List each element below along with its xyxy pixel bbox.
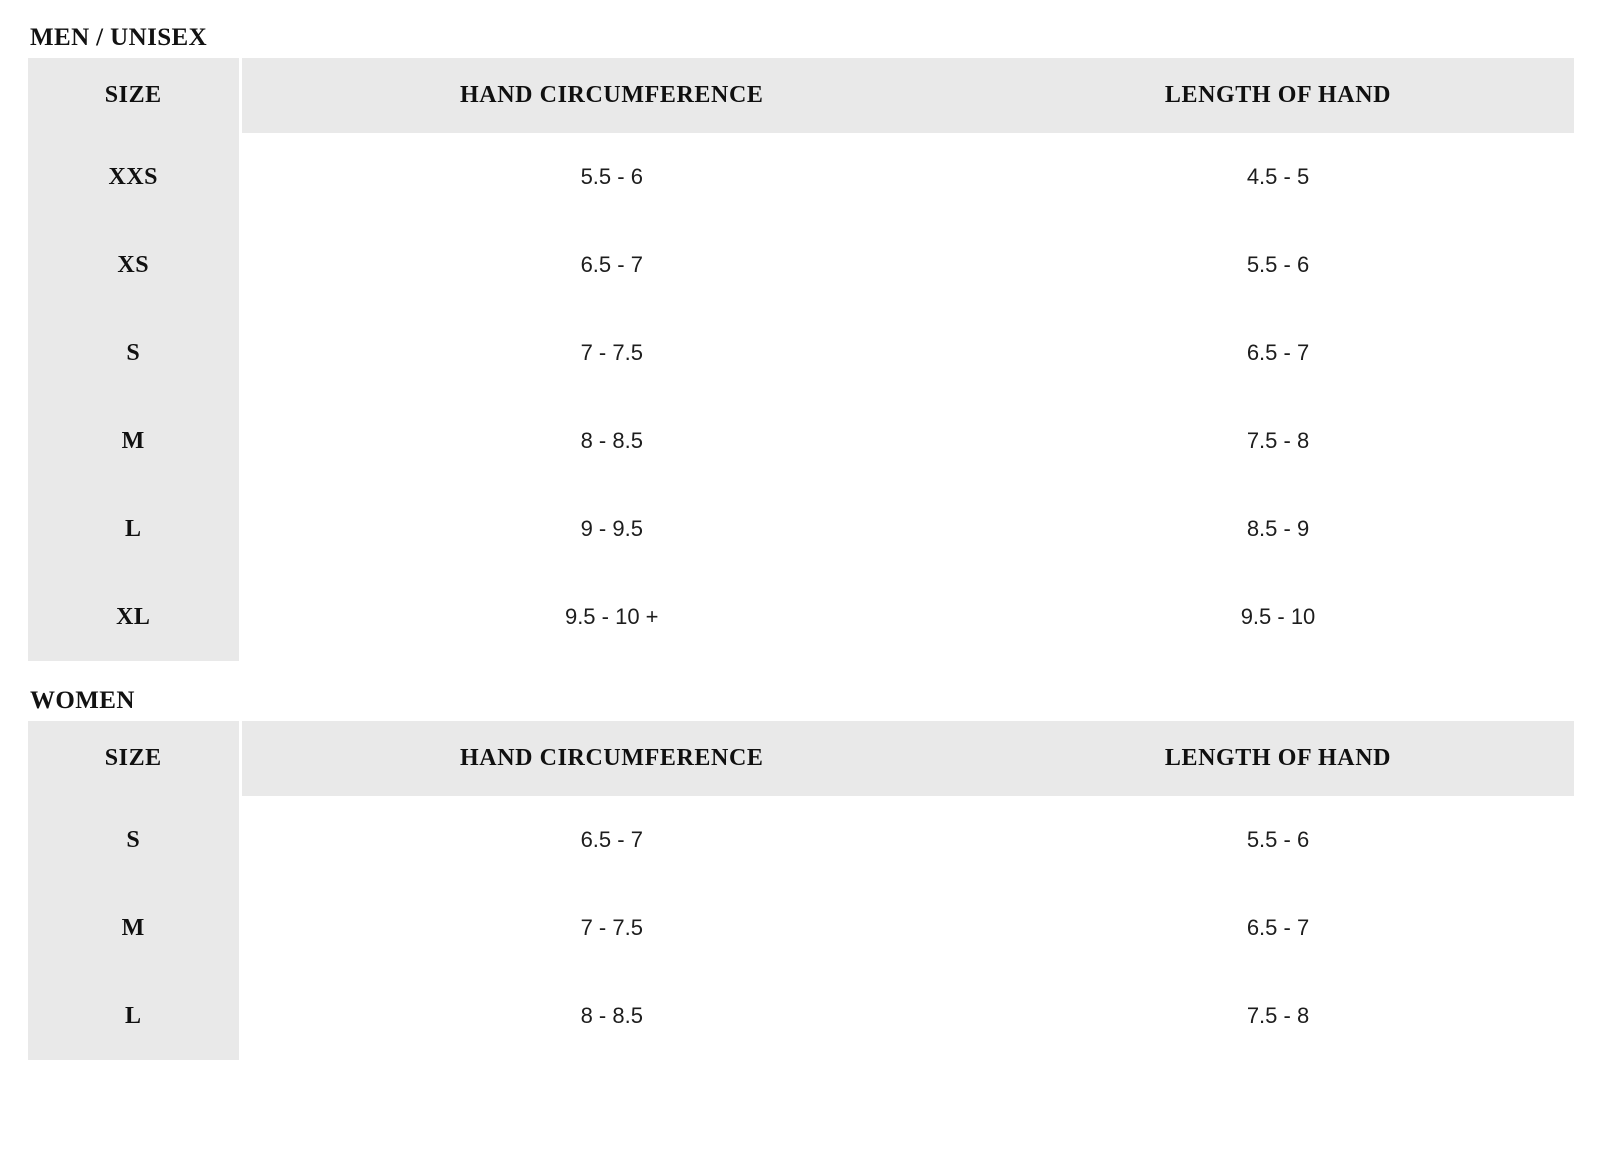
table-body-women — [28, 796, 1574, 1060]
cell-hand-circumference: 6.5 - 7 — [240, 796, 982, 884]
cell-size: XXS — [28, 133, 240, 221]
cell-size: M — [28, 397, 240, 485]
table-row — [28, 309, 1574, 397]
table-row — [28, 796, 1574, 884]
table-row — [28, 573, 1574, 661]
cell-size: XL — [28, 573, 240, 661]
table-row — [28, 221, 1574, 309]
size-table-men-unisex — [28, 58, 1576, 661]
column-header-hand-circumference: HAND CIRCUMFERENCE — [240, 58, 982, 133]
column-header-size: SIZE — [28, 721, 240, 796]
section-women — [28, 687, 1576, 1060]
cell-hand-circumference: 7 - 7.5 — [240, 884, 982, 972]
column-header-hand-circumference: HAND CIRCUMFERENCE — [240, 721, 982, 796]
cell-length-of-hand: 9.5 - 10 — [982, 573, 1574, 661]
column-header-size: SIZE — [28, 58, 240, 133]
column-header-length-of-hand: LENGTH OF HAND — [982, 58, 1574, 133]
table-header-women — [28, 721, 1574, 796]
cell-size: L — [28, 485, 240, 573]
header-row — [28, 721, 1574, 796]
cell-hand-circumference: 5.5 - 6 — [240, 133, 982, 221]
cell-length-of-hand: 6.5 - 7 — [982, 309, 1574, 397]
cell-size: S — [28, 796, 240, 884]
cell-length-of-hand: 4.5 - 5 — [982, 133, 1574, 221]
table-body-men-unisex — [28, 133, 1574, 661]
cell-length-of-hand: 6.5 - 7 — [982, 884, 1574, 972]
cell-size: M — [28, 884, 240, 972]
cell-length-of-hand: 8.5 - 9 — [982, 485, 1574, 573]
cell-hand-circumference: 7 - 7.5 — [240, 309, 982, 397]
table-row — [28, 133, 1574, 221]
cell-size: XS — [28, 221, 240, 309]
cell-length-of-hand: 7.5 - 8 — [982, 972, 1574, 1060]
table-header-men-unisex — [28, 58, 1574, 133]
cell-length-of-hand: 5.5 - 6 — [982, 796, 1574, 884]
cell-hand-circumference: 9.5 - 10 + — [240, 573, 982, 661]
table-row — [28, 972, 1574, 1060]
cell-size: L — [28, 972, 240, 1060]
table-row — [28, 884, 1574, 972]
cell-length-of-hand: 5.5 - 6 — [982, 221, 1574, 309]
size-table-women — [28, 721, 1576, 1060]
table-row — [28, 485, 1574, 573]
cell-size: S — [28, 309, 240, 397]
cell-hand-circumference: 9 - 9.5 — [240, 485, 982, 573]
cell-hand-circumference: 8 - 8.5 — [240, 397, 982, 485]
cell-length-of-hand: 7.5 - 8 — [982, 397, 1574, 485]
cell-hand-circumference: 8 - 8.5 — [240, 972, 982, 1060]
column-header-length-of-hand: LENGTH OF HAND — [982, 721, 1574, 796]
section-men-unisex — [28, 24, 1576, 661]
table-row — [28, 397, 1574, 485]
table-wrap-men-unisex — [28, 58, 1576, 661]
section-title-women: WOMEN — [30, 687, 135, 714]
header-row — [28, 58, 1574, 133]
section-title-men-unisex: MEN / UNISEX — [30, 24, 208, 51]
cell-hand-circumference: 6.5 - 7 — [240, 221, 982, 309]
table-wrap-women — [28, 721, 1576, 1060]
